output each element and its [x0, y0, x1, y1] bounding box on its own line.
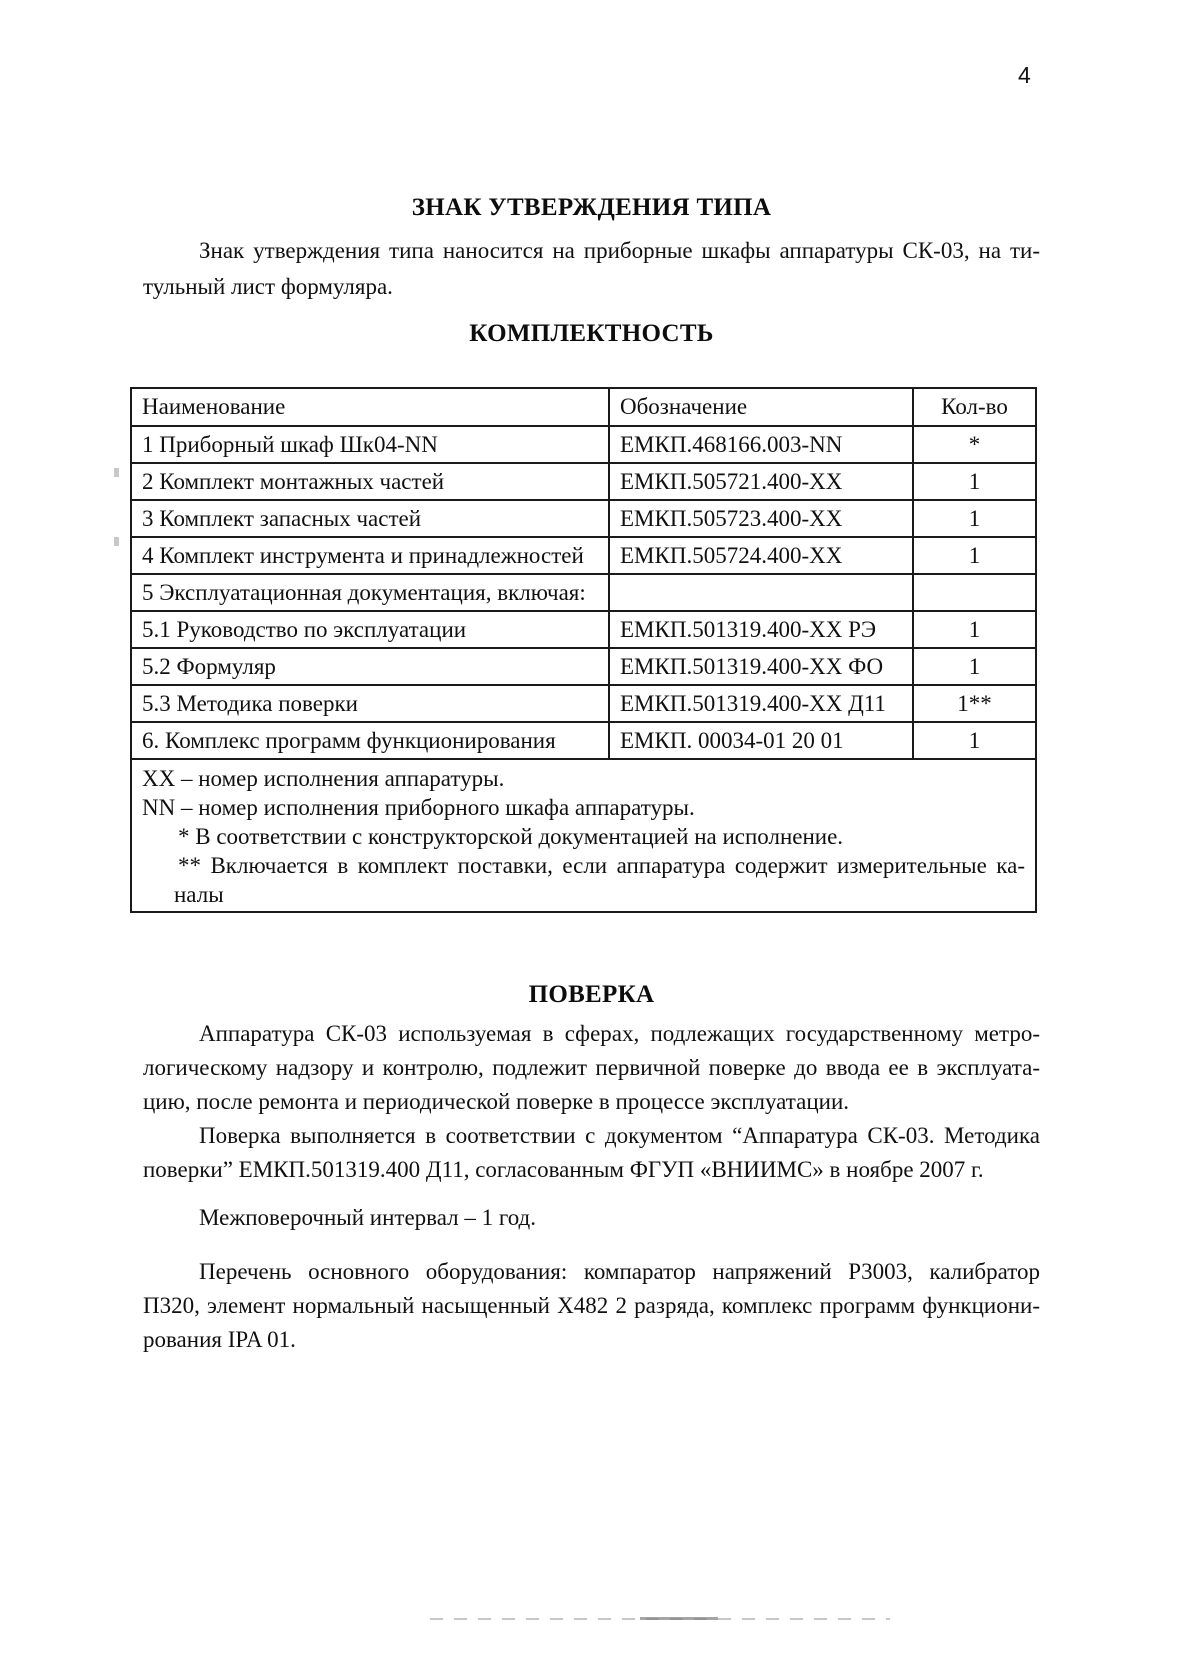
paragraph-line: Знак утверждения типа наносится на приборные шкафы аппаратуры СК-03, на ти- [199, 238, 1040, 263]
cell-name: 4 Комплект инструмента и принадлежностей [131, 537, 609, 574]
cell-name: 1 Приборный шкаф Шк04-NN [131, 426, 609, 463]
paragraph-line: П320, элемент нормальный насыщенный Х482 2 разряда, комплекс программ функциони- [143, 1293, 1040, 1318]
cell-name: 3 Комплект запасных частей [131, 500, 609, 537]
table-row [131, 722, 1036, 759]
cell-name: 5.3 Методика поверки [131, 685, 609, 722]
equipment-paragraph [143, 1255, 1040, 1357]
cell-designation: ЕМКП.501319.400-ХХ Д11 [609, 685, 913, 722]
note-line: * В соответствии с конструкторской документацией на исполнение. [178, 824, 844, 849]
cell-name: 5.2 Формуляр [131, 648, 609, 685]
paragraph-line: поверки” ЕМКП.501319.400 Д11, согласованным ФГУП «ВНИИМС» в ноябре 2007 г. [143, 1157, 984, 1182]
cell-name: 6. Комплекс программ функционирования [131, 722, 609, 759]
note-line: ХХ – номер исполнения аппаратуры. [142, 766, 505, 791]
cell-designation: ЕМКП.505723.400-ХХ [609, 500, 913, 537]
cell-designation: ЕМКП. 00034-01 20 01 [609, 722, 913, 759]
table-row [131, 648, 1036, 685]
cell-quantity: * [913, 426, 1036, 463]
cell-quantity: 1 [913, 537, 1036, 574]
cell-quantity: 1 [913, 722, 1036, 759]
completeness-table [130, 387, 1037, 913]
section-title-completeness: КОМПЛЕКТНОСТЬ [469, 320, 714, 347]
note-line: NN – номер исполнения приборного шкафа аппаратуры. [142, 795, 695, 820]
paragraph-line: логическому надзору и контролю, подлежит первичной поверке до ввода ее в эксплуата- [143, 1055, 1040, 1080]
table-notes [131, 759, 1036, 912]
table-row [131, 426, 1036, 463]
section-title-type-approval: ЗНАК УТВЕРЖДЕНИЯ ТИПА [411, 194, 772, 221]
cell-designation: ЕМКП.505721.400-ХХ [609, 463, 913, 500]
table-row [131, 685, 1036, 722]
table-row [131, 500, 1036, 537]
cell-name: 2 Комплект монтажных частей [131, 463, 609, 500]
paragraph-line: тульный лист формуляра. [143, 274, 393, 299]
note-line: ** Включается в комплект поставки, если аппаратура содержит измерительные ка- [178, 853, 1025, 878]
type-approval-paragraph [143, 233, 1040, 305]
verification-paragraphs [143, 1017, 1040, 1187]
scan-artifact-speck [114, 537, 119, 546]
table-row [131, 574, 1036, 611]
cell-quantity: 1 [913, 648, 1036, 685]
cell-quantity: 1 [913, 611, 1036, 648]
cell-name: 5.1 Руководство по эксплуатации [131, 611, 609, 648]
paragraph-line: рования IPA 01. [143, 1327, 296, 1352]
scan-artifact-speck [114, 468, 119, 477]
column-header-name: Наименование [131, 388, 609, 426]
cell-quantity: 1 [913, 500, 1036, 537]
table-header-row [131, 388, 1036, 426]
cell-quantity [913, 574, 1036, 611]
cell-designation: ЕМКП.501319.400-ХХ ФО [609, 648, 913, 685]
cell-quantity: 1** [913, 685, 1036, 722]
paragraph-line: цию, после ремонта и периодической поверке в процессе эксплуатации. [143, 1089, 850, 1114]
cell-designation: ЕМКП.501319.400-ХХ РЭ [609, 611, 913, 648]
note-line: налы [174, 882, 224, 907]
table-row [131, 537, 1036, 574]
table-row [131, 611, 1036, 648]
cell-designation: ЕМКП.505724.400-ХХ [609, 537, 913, 574]
calibration-interval-line: Межповерочный интервал – 1 год. [199, 1205, 537, 1230]
page-number: 4 [1018, 62, 1031, 88]
paragraph-line: Поверка выполняется в соответствии с документом “Аппаратура СК-03. Методика [199, 1123, 1040, 1148]
paragraph-line: Аппаратура СК-03 используемая в сферах, подлежащих государственному метро- [199, 1021, 1040, 1046]
column-header-designation: Обозначение [609, 388, 913, 426]
cell-quantity: 1 [913, 463, 1036, 500]
cell-name: 5 Эксплуатационная документация, включая: [131, 574, 609, 611]
cell-designation: ЕМКП.468166.003-NN [609, 426, 913, 463]
paragraph-line: Перечень основного оборудования: компаратор напряжений Р3003, калибратор [199, 1259, 1040, 1284]
section-title-verification: ПОВЕРКА [528, 981, 655, 1008]
cell-designation [609, 574, 913, 611]
scan-artifact-dash-dark [640, 1617, 718, 1620]
table-row [131, 463, 1036, 500]
table-notes-row [131, 759, 1036, 912]
column-header-quantity: Кол-во [913, 388, 1036, 426]
